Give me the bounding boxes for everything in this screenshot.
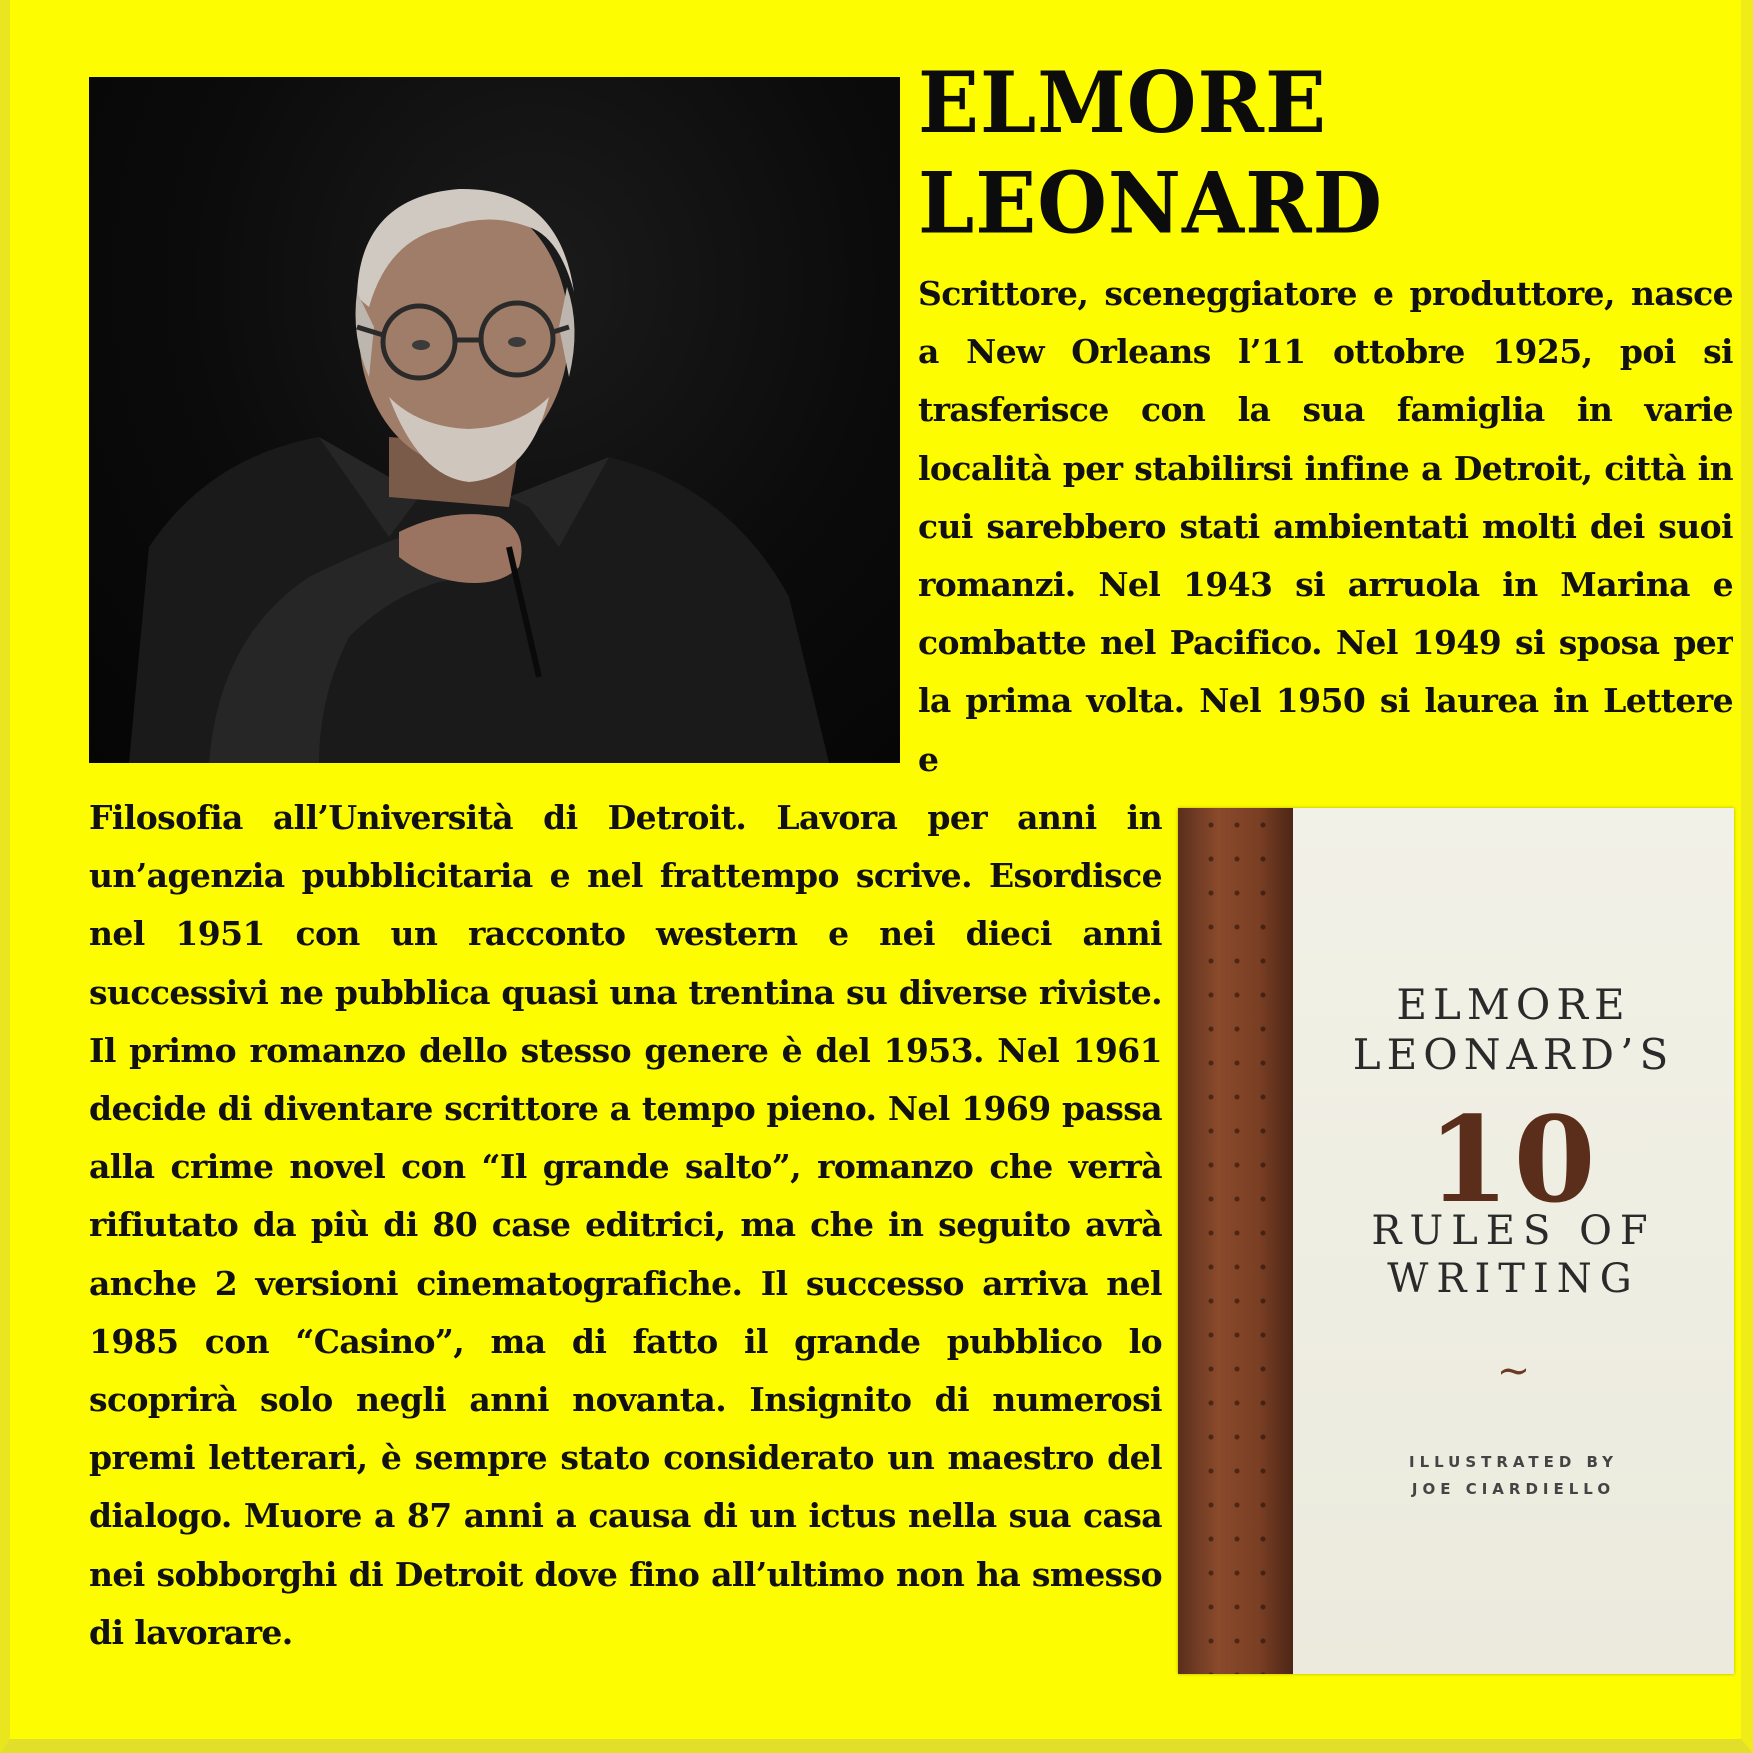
book-title-line-4: WRITING bbox=[1387, 1256, 1640, 1302]
biography-text-bottom: Filosofia all’Università di Detroit. Lavora per anni in un’agenzia pubblicitaria e nel frattempo scrive. Esordisce nel 1951 con un racconto western e nei dieci anni successivi ne pubblica quasi una trentina su diverse riviste. Il primo romanzo dello stesso genere è del 1953. Nel 1961 decide di diventare scrittore a tempo pieno. Nel 1969 passa alla crime novel con “Il grande salto”, romanzo che verrà rifiutato da più di 80 case editrici, ma che in seguito avrà anche 2 versioni cinematografiche. Il successo arriva nel 1985 con “Casino”, ma di fatto il grande pubblico lo scoprirà solo negli anni novanta. Insignito di numerosi premi letterari, è sempre stato considerato un maestro del dialogo. Muore a 87 anni a causa di un ictus nella sua casa nei sobborghi di Detroit dove fino all’ultimo non ha smesso di lavorare. bbox=[89, 798, 1162, 1652]
book-cover-face bbox=[1293, 808, 1734, 1674]
book-spine bbox=[1178, 808, 1293, 1674]
title-first-name: ELMORE bbox=[918, 53, 1327, 152]
book-illustrator-name: JOE CIARDIELLO bbox=[1411, 1480, 1616, 1498]
biography-text-top: Scrittore, sceneggiatore e produttore, nasce a New Orleans l’11 ottobre 1925, poi si trasferisce con la sua famiglia in varie località per stabilirsi infine a Detroit, città in cui sarebbero stati ambientati molti dei suoi romanzi. Nel 1943 si arruola in Marina e combatte nel Pacifico. Nel 1949 si sposa per la prima volta. Nel 1950 si laurea in Lettere e bbox=[918, 274, 1733, 779]
book-illustrated-by: ILLUSTRATED BY bbox=[1409, 1453, 1618, 1471]
book-title-line-3: RULES OF bbox=[1371, 1208, 1656, 1254]
book-title-number: 10 bbox=[1427, 1090, 1600, 1229]
spine-texture bbox=[1198, 808, 1278, 1674]
book-title-line-2: LEONARD’S bbox=[1352, 1030, 1675, 1079]
title-last-name: LEONARD bbox=[918, 153, 1383, 253]
tilde-ornament-icon: ~ bbox=[1496, 1348, 1531, 1394]
author-portrait-photo bbox=[89, 77, 900, 763]
book-title-line-1: ELMORE bbox=[1396, 980, 1631, 1029]
author-name-title bbox=[918, 52, 1383, 254]
book-cover-image bbox=[1178, 808, 1734, 1674]
portrait-illustration bbox=[89, 77, 900, 763]
